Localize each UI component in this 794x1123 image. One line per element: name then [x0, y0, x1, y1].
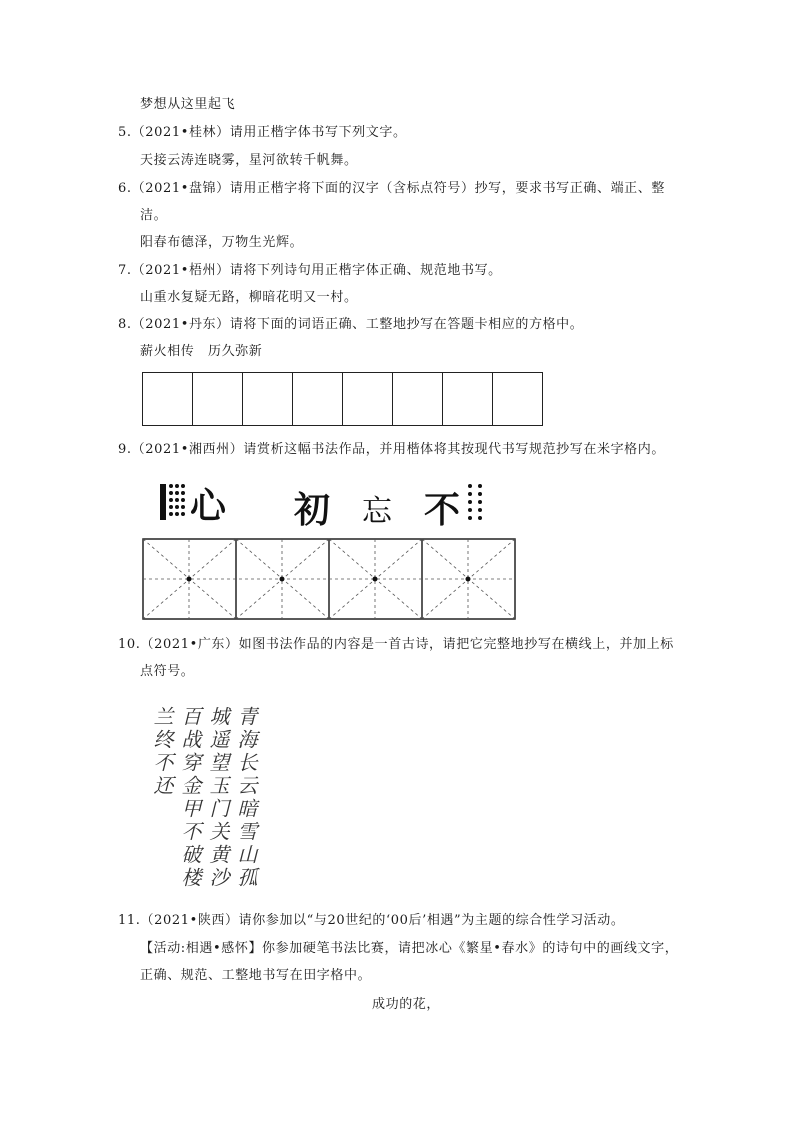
- poem-line: 成功的花，: [372, 997, 441, 1012]
- poem-column: 城遥望玉门关黄沙: [206, 706, 230, 890]
- question-10-prompt-cont: 点符号。: [140, 664, 195, 679]
- question-prompt: 请将下面的词语正确、工整地抄写在答题卡相应的方格中。: [229, 317, 584, 332]
- intro-line: 梦想从这里起飞: [140, 97, 236, 112]
- calligraphy-char: 心: [190, 485, 227, 527]
- question-10: [118, 636, 674, 654]
- calligraphy-char: 初: [294, 489, 331, 531]
- mizi-grid[interactable]: [142, 538, 516, 620]
- answer-box[interactable]: [243, 373, 293, 425]
- question-source: （2021•广东）: [140, 637, 239, 652]
- calligraphy-char: 不: [424, 489, 461, 531]
- question-6: [118, 180, 665, 198]
- question-number: 7.: [118, 263, 132, 278]
- answer-box[interactable]: [343, 373, 393, 425]
- question-8: [118, 316, 583, 334]
- question-source: （2021•盘锦）: [131, 181, 230, 196]
- poem-column: 青海长云暗雪山孤: [234, 706, 258, 890]
- poem-column: 百战穿金甲不破楼: [178, 706, 202, 890]
- question-source: （2021•桂林）: [131, 125, 230, 140]
- question-source: （2021•丹东）: [131, 317, 230, 332]
- answer-box[interactable]: [293, 373, 343, 425]
- question-prompt: 如图书法作品的内容是一首古诗，请把它完整地抄写在横线上，并加上标: [238, 637, 674, 652]
- answer-box[interactable]: [143, 373, 193, 425]
- question-source: （2021•梧州）: [131, 263, 230, 278]
- answer-box[interactable]: [493, 373, 542, 425]
- question-source: （2021•湘西州）: [131, 442, 244, 457]
- question-number: 8.: [118, 317, 132, 332]
- question-prompt: 请将下列诗句用正楷字体正确、规范地书写。: [229, 263, 502, 278]
- poem-column: 兰终不还: [150, 706, 174, 798]
- question-prompt: 请你参加以“与20世纪的‘00后’相遇”为主题的综合性学习活动。: [238, 913, 625, 928]
- answer-box[interactable]: [393, 373, 443, 425]
- question-6-text: 阳春布德泽，万物生光辉。: [140, 235, 304, 250]
- question-number: 5.: [118, 125, 132, 140]
- question-8-text: 薪火相传 历久弥新: [140, 344, 263, 359]
- question-prompt: 请用正楷字体书写下列文字。: [229, 125, 407, 140]
- question-11-activity-cont: 正确、规范、工整地书写在田字格中。: [140, 968, 372, 983]
- question-prompt: 请用正楷字将下面的汉字（含标点符号）抄写，要求书写正确、端正、整: [229, 181, 665, 196]
- question-prompt: 请赏析这幅书法作品，并用楷体将其按现代书写规范抄写在米字格内。: [243, 442, 665, 457]
- question-7-text: 山重水复疑无路，柳暗花明又一村。: [140, 290, 358, 305]
- question-source: （2021•陕西）: [140, 913, 239, 928]
- question-9: [118, 441, 665, 459]
- question-number: 6.: [118, 181, 132, 196]
- seal-border-left-icon: [158, 478, 192, 526]
- question-11: [118, 912, 624, 930]
- calligraphy-char: 忘: [362, 494, 392, 529]
- question-6-prompt-cont: 洁。: [140, 208, 168, 223]
- answer-box[interactable]: [193, 373, 243, 425]
- answer-box[interactable]: [443, 373, 493, 425]
- question-5-text: 天接云涛连晓雾，星河欲转千帆舞。: [140, 153, 358, 168]
- question-5: [118, 124, 407, 142]
- question-11-activity: 【活动:相遇•感怀】你参加硬笔书法比赛，请把冰心《繁星•春水》的诗句中的画线文字，: [140, 941, 679, 956]
- answer-box-row[interactable]: [142, 372, 543, 426]
- question-number: 9.: [118, 442, 132, 457]
- question-number: 11.: [118, 913, 141, 928]
- seal-border-right-icon: [464, 480, 488, 524]
- question-number: 10.: [118, 637, 141, 652]
- question-7: [118, 262, 502, 280]
